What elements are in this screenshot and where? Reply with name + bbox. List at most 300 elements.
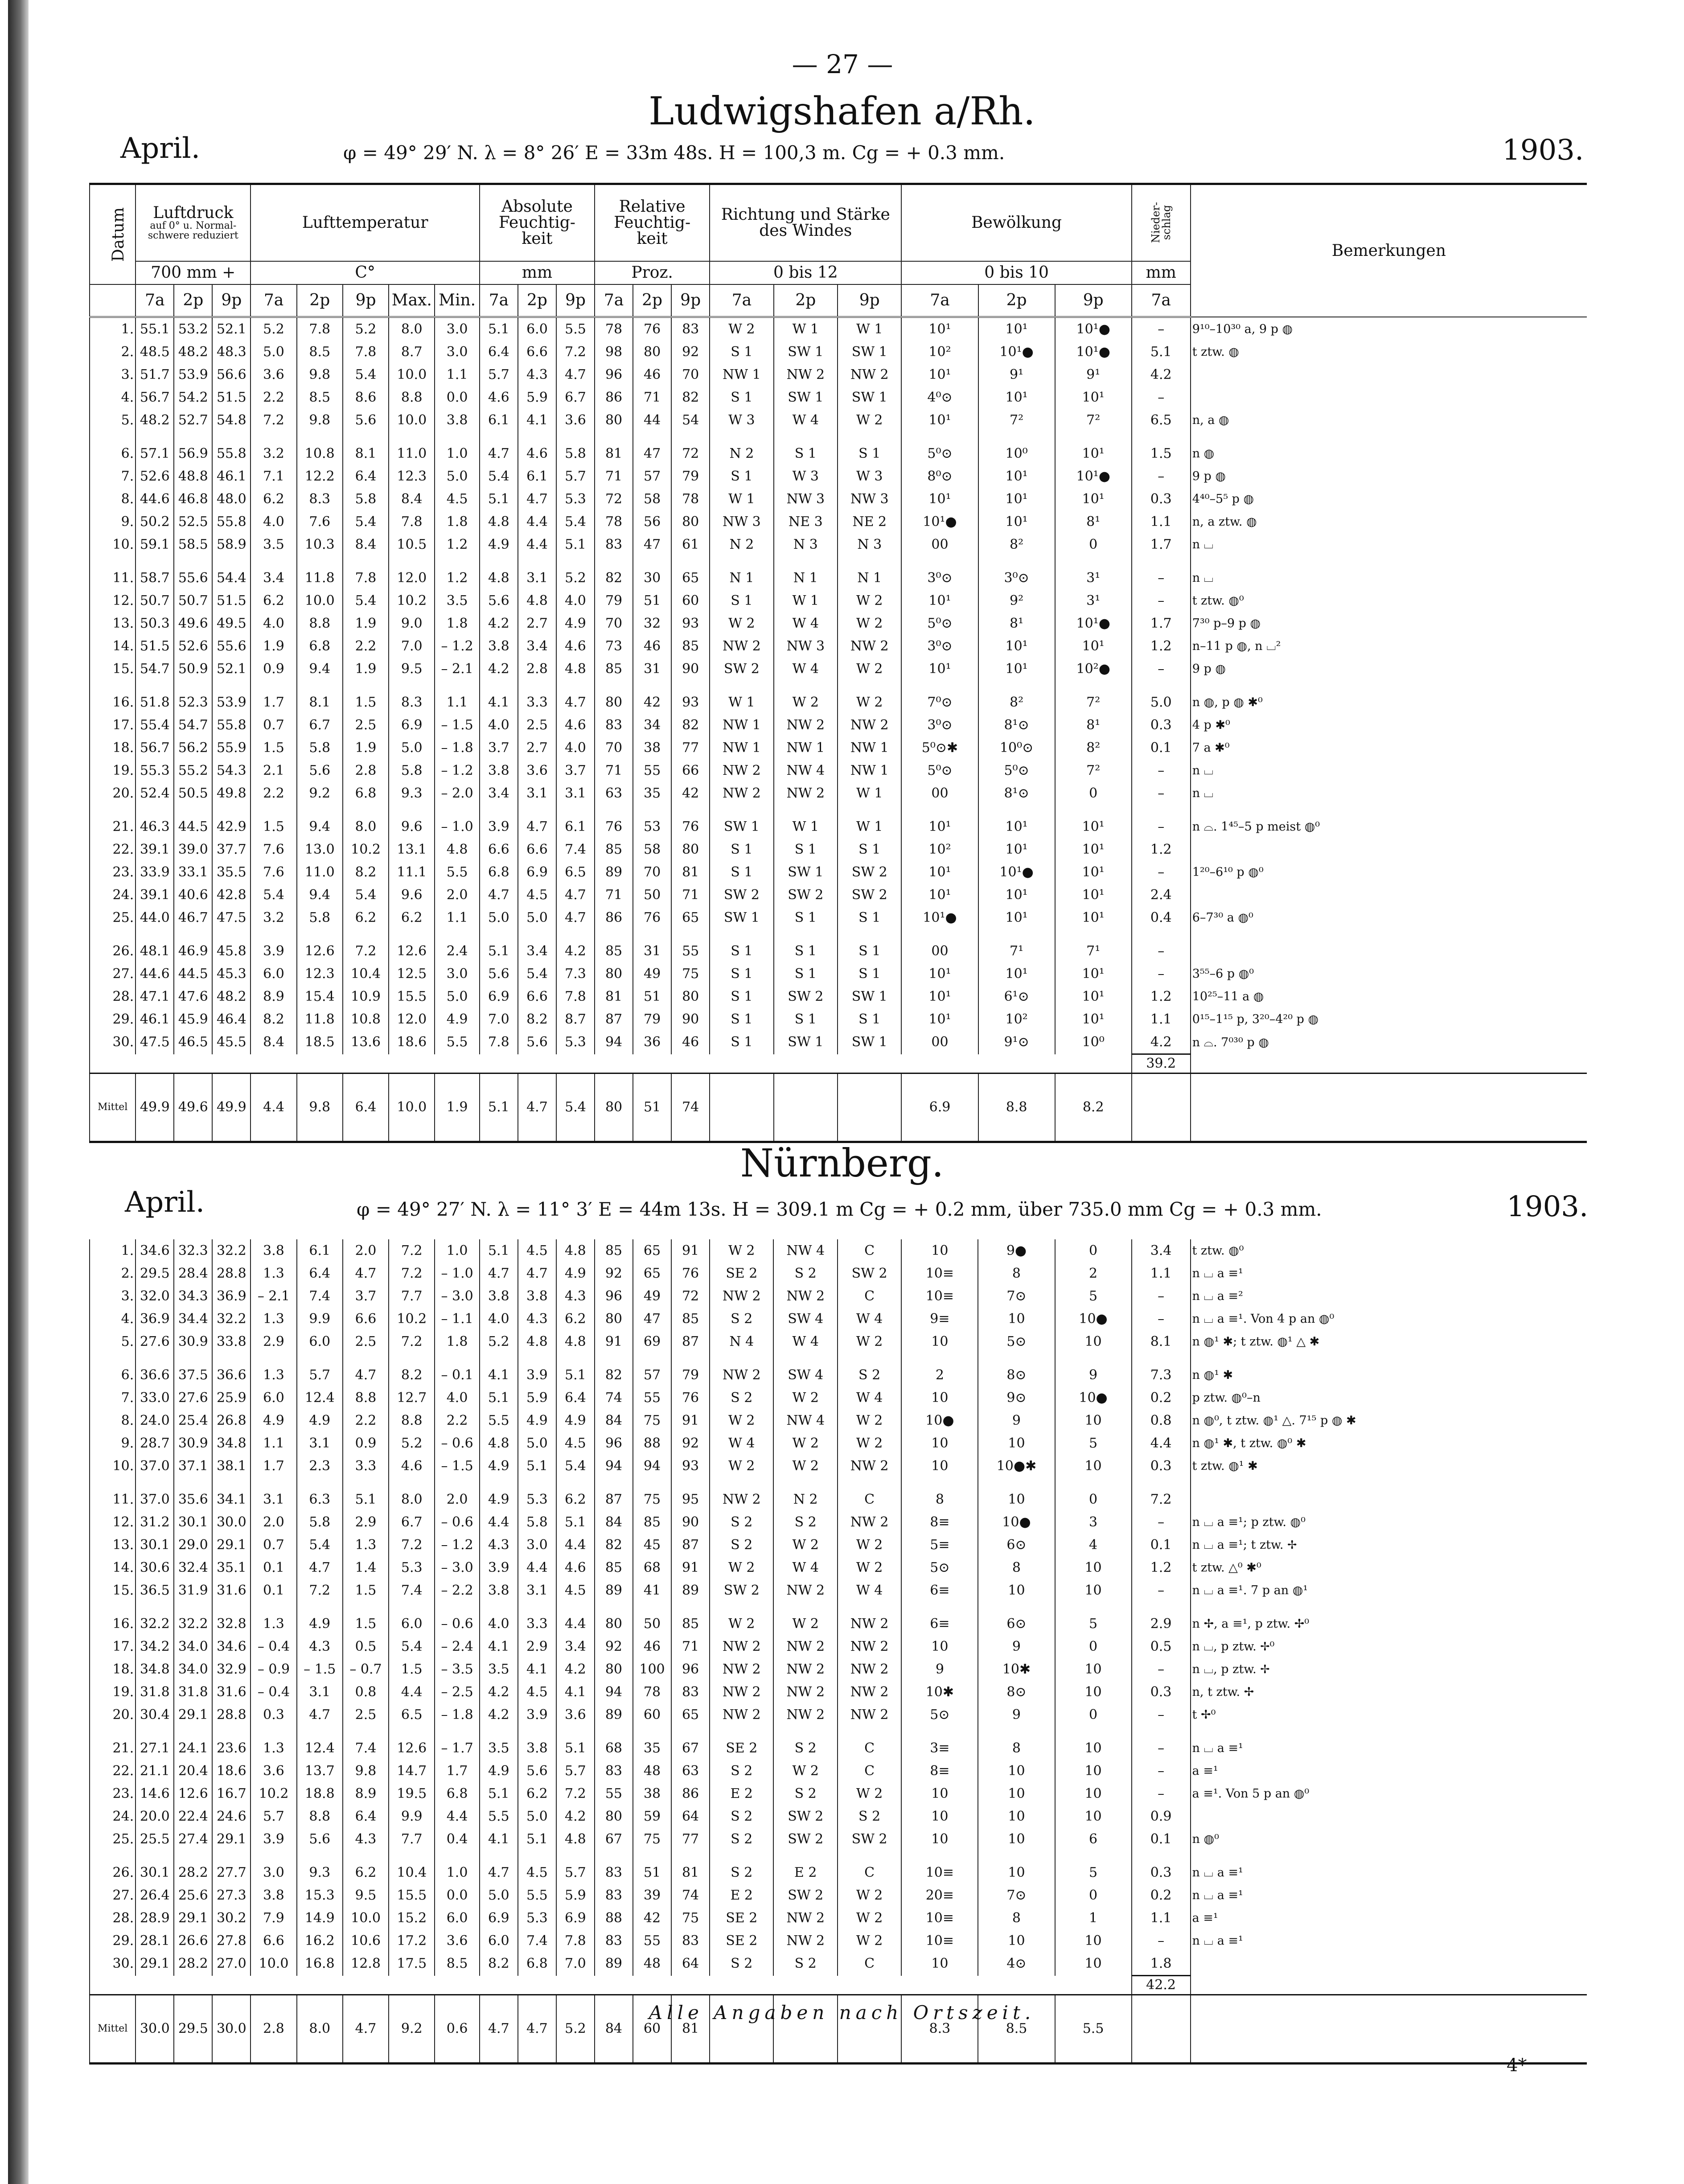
table-cell: 90 [671, 1511, 710, 1534]
table-cell: 27.7 [212, 1861, 251, 1884]
table-cell: 0 [1055, 1884, 1132, 1907]
table-cell: 92 [671, 341, 710, 363]
table-cell: 4.0 [251, 612, 296, 635]
table-cell: NW 2 [710, 782, 773, 805]
table-cell: 80 [595, 1308, 633, 1330]
table-cell: 8.1 [297, 691, 343, 714]
table-cell: 55 [633, 759, 671, 782]
table-cell: 38.1 [212, 1455, 251, 1477]
table-cell: 88 [595, 1907, 633, 1929]
table-cell: 33.1 [174, 861, 212, 884]
table-cell: 27.6 [136, 1330, 174, 1353]
table-cell: 46 [633, 1635, 671, 1658]
table-cell: 55 [633, 1929, 671, 1952]
mean-cell: 5.4 [556, 1073, 595, 1142]
table-cell: 10 [978, 1828, 1055, 1851]
table-cell: 7.2 [389, 1239, 435, 1262]
table-cell: 1.5 [1132, 442, 1191, 465]
table-cell: 8² [978, 691, 1055, 714]
table-cell: 20. [90, 782, 136, 805]
table-cell: 3.3 [518, 691, 556, 714]
table-row [90, 409, 1587, 432]
table-cell: 47.1 [136, 985, 174, 1008]
table-cell: 83 [595, 533, 633, 556]
table-row [90, 1681, 1587, 1703]
table-cell: 6¹⊙ [978, 985, 1055, 1008]
table-cell: NW 2 [773, 1579, 837, 1602]
table-cell: 44.6 [136, 962, 174, 985]
table-cell: 94 [595, 1031, 633, 1054]
table-cell: 10≡ [901, 1907, 978, 1929]
table-cell: 10 [901, 1952, 978, 1976]
table-cell: 5.1 [480, 1386, 518, 1409]
table-cell: 92 [671, 1432, 710, 1455]
table-cell: 1.5 [343, 1612, 389, 1635]
table-cell: 7⊙ [978, 1285, 1055, 1308]
table-cell: – 1.2 [435, 759, 479, 782]
table-cell: 6.4 [480, 341, 518, 363]
table-cell: n ⌴ a ≡¹ [1191, 1861, 1587, 1884]
table-cell: 85 [595, 838, 633, 861]
table-cell: 8 [978, 1262, 1055, 1285]
table-cell: 79 [671, 465, 710, 488]
table-cell: NW 1 [710, 714, 773, 736]
table-cell: n ⌴, p ztw. ✢⁰ [1191, 1635, 1587, 1658]
table-cell: 77 [671, 736, 710, 759]
table-cell: 5.8 [343, 488, 389, 510]
table-cell: 10 [1055, 1782, 1132, 1805]
table-cell: 29.1 [212, 1828, 251, 1851]
table-cell: 6.1 [297, 1239, 343, 1262]
table-cell: 6.4 [343, 1805, 389, 1828]
table-cell: 95 [671, 1488, 710, 1511]
table-cell: 5.5 [435, 1031, 479, 1054]
table-cell: 5.8 [297, 736, 343, 759]
table-cell: 5.4 [556, 510, 595, 533]
table-cell: 80 [595, 1612, 633, 1635]
table-cell: 18. [90, 1658, 136, 1681]
table-cell: 30. [90, 1031, 136, 1054]
table-cell: n ⌴ a ≡¹ [1191, 1262, 1587, 1285]
table-cell: S 2 [710, 1386, 773, 1409]
table-cell: 69 [633, 1330, 671, 1353]
table-cell: 51.5 [136, 635, 174, 658]
table-cell: 56.7 [136, 736, 174, 759]
table-cell: 10.4 [389, 1861, 435, 1884]
table-cell: 7¹ [1055, 940, 1132, 962]
station-coordinates-1: φ = 49° 29′ N. λ = 8° 26′ E = 33m 48s. H = 100,3 m. Cg = + 0.3 mm. [343, 142, 1005, 164]
table-cell: NW 2 [774, 782, 838, 805]
table-cell: 10 [901, 1635, 978, 1658]
table-cell: 9.4 [297, 884, 343, 906]
table-cell: 35 [633, 782, 671, 805]
table-cell: 65 [671, 567, 710, 589]
table-cell: 85 [671, 1308, 710, 1330]
table-cell: 5.7 [297, 1364, 343, 1386]
table-cell: W 2 [710, 1409, 773, 1432]
table-cell: 30.1 [174, 1511, 212, 1534]
table-cell: – [1132, 1511, 1191, 1534]
table-cell: 5.8 [389, 759, 435, 782]
table-cell: 29.0 [174, 1534, 212, 1556]
table-cell: 78 [595, 317, 633, 341]
table-cell: SW 1 [774, 341, 838, 363]
table-cell: 13.0 [297, 838, 343, 861]
table-cell: 1.2 [1132, 635, 1191, 658]
table-cell: 10≡ [901, 1285, 978, 1308]
table-cell: – 0.9 [251, 1658, 296, 1681]
table-cell: 3.1 [297, 1432, 343, 1455]
table-cell: SW 1 [838, 985, 901, 1008]
table-cell: 70 [633, 861, 671, 884]
absolute-feuchtigkeit-header: Absolute Feuchtig- keit [480, 184, 595, 262]
mean-cell: 84 [595, 1995, 633, 2064]
table-cell: 4.3 [556, 1285, 595, 1308]
table-cell: 91 [671, 1239, 710, 1262]
table-cell: 10¹ [978, 510, 1055, 533]
table-cell: – 1.2 [435, 635, 479, 658]
table-cell: 9 [901, 1658, 978, 1681]
table-cell: 7.2 [389, 1330, 435, 1353]
table-cell: 32.2 [136, 1612, 174, 1635]
table-cell: 26.6 [174, 1929, 212, 1952]
table-cell: 9.3 [389, 782, 435, 805]
table-cell: 5.0 [389, 736, 435, 759]
table-cell: 3.4 [1132, 1239, 1191, 1262]
table-cell: 77 [671, 1828, 710, 1851]
table-cell: W 2 [774, 691, 838, 714]
table-cell: 37.0 [136, 1488, 174, 1511]
table-cell: 33.8 [212, 1330, 251, 1353]
table-cell: 3 [1055, 1511, 1132, 1534]
table-cell: 80 [595, 1805, 633, 1828]
table-cell: 10 [901, 1239, 978, 1262]
table-cell: W 3 [838, 465, 901, 488]
table-cell: 6.4 [343, 465, 389, 488]
table-cell: 22. [90, 1760, 136, 1782]
year-label-1: 1903. [1502, 134, 1584, 167]
table-cell: W 2 [838, 1330, 901, 1353]
table-cell: W 4 [774, 612, 838, 635]
table-cell: W 1 [710, 691, 773, 714]
table-cell: 5.0 [435, 465, 479, 488]
table-cell: NW 2 [838, 1635, 901, 1658]
table-cell: 0.3 [251, 1703, 296, 1726]
table-cell: S 1 [838, 838, 901, 861]
table-cell: n ⌴ a ≡¹ [1191, 1929, 1587, 1952]
table-cell: 4.8 [480, 567, 518, 589]
table-cell: 9.8 [297, 409, 343, 432]
table-cell: 59 [633, 1805, 671, 1828]
table-cell: 67 [595, 1828, 633, 1851]
table-cell: 5.4 [297, 1534, 343, 1556]
table-cell: 28.1 [136, 1929, 174, 1952]
table-cell: 3⁰⊙ [901, 635, 978, 658]
table-cell: 4.0 [480, 714, 518, 736]
table-cell: 8.0 [389, 317, 435, 341]
table-cell: 30. [90, 1952, 136, 1976]
table-cell: 6.7 [556, 386, 595, 409]
table-cell: 5⊙ [978, 1330, 1055, 1353]
table-cell: W 1 [774, 317, 838, 341]
table-cell: W 2 [710, 612, 773, 635]
table-cell: 3.6 [435, 1929, 479, 1952]
table-cell: W 2 [838, 1782, 901, 1805]
table-cell: 10¹ [1055, 386, 1132, 409]
table-cell: 75 [633, 1409, 671, 1432]
table-cell: 1.3 [251, 1308, 296, 1330]
table-cell: 6.9 [556, 1907, 595, 1929]
table-cell: 10 [978, 1782, 1055, 1805]
table-cell: 15.4 [297, 985, 343, 1008]
table-cell: 2 [1055, 1262, 1132, 1285]
table-cell: 75 [671, 962, 710, 985]
table-cell: 10¹ [1055, 442, 1132, 465]
table-cell: 47.6 [174, 985, 212, 1008]
table-cell: 86 [671, 1782, 710, 1805]
table-cell: 39.0 [174, 838, 212, 861]
table-cell: n, t ztw. ✢ [1191, 1681, 1587, 1703]
table-cell: 3.8 [251, 1239, 296, 1262]
year-label-2: 1903. [1507, 1190, 1589, 1223]
table-cell: 7 a ✱⁰ [1191, 736, 1587, 759]
table-cell: 5. [90, 1330, 136, 1353]
table-cell: N 3 [838, 533, 901, 556]
table-cell: 4.9 [480, 533, 518, 556]
table-cell: 4.8 [480, 510, 518, 533]
table-cell: 54.2 [174, 386, 212, 409]
table-cell: 8.3 [389, 691, 435, 714]
bemerkungen-header: Bemerkungen [1191, 184, 1587, 317]
time-column-header: 7a [480, 284, 518, 317]
table-cell: 2.0 [435, 1488, 479, 1511]
table-cell: 4.3 [343, 1828, 389, 1851]
luftdruck-unit: 700 mm + [136, 261, 251, 284]
table-cell: 10.0 [251, 1952, 296, 1976]
table-cell: 12.0 [389, 1008, 435, 1031]
table-cell: 7.4 [556, 838, 595, 861]
table-row [90, 1635, 1587, 1658]
table-cell: NE 3 [774, 510, 838, 533]
table-cell: 7.2 [556, 341, 595, 363]
table-cell: 85 [595, 1556, 633, 1579]
table-cell: 0.1 [1132, 1534, 1191, 1556]
table-cell: 71 [595, 884, 633, 906]
table-cell: 1.1 [251, 1432, 296, 1455]
table-cell: 7.6 [251, 838, 296, 861]
table-cell: 17. [90, 714, 136, 736]
table-cell: 8¹⊙ [978, 782, 1055, 805]
mean-cell: 5.5 [1055, 1995, 1132, 2064]
table-cell: 4⁰⊙ [901, 386, 978, 409]
table-cell: 3.6 [556, 1703, 595, 1726]
mean-cell: 30.0 [212, 1995, 251, 2064]
table-cell: 80 [671, 838, 710, 861]
table-cell: 3.4 [556, 1635, 595, 1658]
table-cell: SE 2 [710, 1737, 773, 1760]
table-cell: S 1 [710, 386, 773, 409]
luftdruck-header: Luftdruck auf 0° u. Normal- schwere reduziert [136, 184, 251, 262]
table-cell: – [1132, 658, 1191, 680]
table-cell: SW 1 [838, 341, 901, 363]
table-cell: 4.9 [556, 1409, 595, 1432]
table-cell: 3.9 [251, 1828, 296, 1851]
table-cell: 14.9 [297, 1907, 343, 1929]
table-cell: 30.9 [174, 1432, 212, 1455]
table-cell: 7.2 [389, 1534, 435, 1556]
table-cell: 0.9 [343, 1432, 389, 1455]
table-cell: p ztw. ◍⁰–n [1191, 1386, 1587, 1409]
table-cell: 2.0 [435, 884, 479, 906]
table-cell: 16. [90, 1612, 136, 1635]
table-cell: 5.0 [518, 1805, 556, 1828]
table-cell: 8⊙ [978, 1364, 1055, 1386]
table-cell: 7.9 [251, 1907, 296, 1929]
table-cell: 5.3 [389, 1556, 435, 1579]
table-cell: 4.5 [518, 1239, 556, 1262]
table-cell: W 2 [710, 1239, 773, 1262]
table-cell: 12. [90, 1511, 136, 1534]
table-cell: 10 [901, 1805, 978, 1828]
table-cell: 3.3 [343, 1455, 389, 1477]
table-cell: 83 [595, 1760, 633, 1782]
mean-cell: 51 [633, 1073, 671, 1142]
relative-feuchtigkeit-header: Relative Feuchtig- keit [595, 184, 710, 262]
table-cell: 29. [90, 1008, 136, 1031]
table-cell: t ztw. ◍ [1191, 341, 1587, 363]
table-cell: 10¹ [901, 1008, 978, 1031]
table-cell: 83 [595, 714, 633, 736]
table-cell: 0¹⁵–1¹⁵ p, 3²⁰–4²⁰ p ◍ [1191, 1008, 1587, 1031]
table-cell: 7⁰⊙ [901, 691, 978, 714]
table-cell: 5.3 [556, 488, 595, 510]
table-cell: 3.5 [251, 533, 296, 556]
table-cell: 4.7 [480, 442, 518, 465]
table-cell: 7.8 [556, 1929, 595, 1952]
table-cell: S 2 [773, 1952, 837, 1976]
mean-cell: 4.7 [518, 1995, 556, 2064]
table-cell: 4.8 [435, 838, 479, 861]
table-cell: 5.6 [518, 1031, 556, 1054]
table-cell: W 2 [838, 1534, 901, 1556]
table-cell: 2.0 [343, 1239, 389, 1262]
table-cell: 46.7 [174, 906, 212, 929]
table-cell: 5.0 [251, 341, 296, 363]
table-cell: 50 [633, 1612, 671, 1635]
table-cell: 4.8 [480, 1432, 518, 1455]
table-cell: 21.1 [136, 1760, 174, 1782]
mean-cell [774, 1073, 838, 1142]
table-cell: W 2 [838, 658, 901, 680]
table-cell: 1.2 [1132, 838, 1191, 861]
table-cell: 8.8 [343, 1386, 389, 1409]
table-cell: 4. [90, 386, 136, 409]
table-cell: 8 [978, 1907, 1055, 1929]
table-cell: 82 [595, 1364, 633, 1386]
blank-header [90, 284, 136, 317]
table-cell: 34.0 [174, 1635, 212, 1658]
table-cell: S 1 [838, 906, 901, 929]
table-cell: 10≡ [901, 1929, 978, 1952]
table-cell: 3.7 [480, 736, 518, 759]
table-cell: – 1.5 [297, 1658, 343, 1681]
table-cell: 3.1 [556, 782, 595, 805]
mean-cell: 8.2 [1055, 1073, 1132, 1142]
table-cell: 57 [633, 1364, 671, 1386]
table-cell: 29. [90, 1929, 136, 1952]
table-cell: 6–7³⁰ a ◍⁰ [1191, 906, 1587, 929]
table-cell: 76 [595, 815, 633, 838]
table-cell: 9≡ [901, 1308, 978, 1330]
table-cell: 9.2 [297, 782, 343, 805]
table-cell: NW 2 [710, 1488, 773, 1511]
table-cell: 4.8 [556, 1330, 595, 1353]
table-cell: 55.6 [174, 567, 212, 589]
table-cell: W 2 [773, 1534, 837, 1556]
table-cell: 23. [90, 1782, 136, 1805]
table-cell: 2.7 [518, 736, 556, 759]
table-cell: n ⌓. 7⁰³⁰ p ◍ [1191, 1031, 1587, 1054]
table-cell: 4.7 [343, 1364, 389, 1386]
table-cell: W 3 [710, 409, 773, 432]
table-row [90, 1308, 1587, 1330]
mean-cell: 0.6 [435, 1995, 479, 2064]
table-cell: 48.5 [136, 341, 174, 363]
table-cell: 50.9 [174, 658, 212, 680]
table-cell: W 1 [838, 782, 901, 805]
table-cell: 11.8 [297, 567, 343, 589]
table-cell: 2.1 [251, 759, 296, 782]
table-cell: 35.1 [212, 1556, 251, 1579]
table-cell: NW 3 [838, 488, 901, 510]
table-cell: 0.3 [1132, 1861, 1191, 1884]
table-cell: 29.1 [174, 1907, 212, 1929]
table-cell: 7.4 [518, 1929, 556, 1952]
table-cell: SW 1 [838, 1031, 901, 1054]
table-cell: 1.8 [1132, 1952, 1191, 1976]
table-cell: 3.2 [251, 442, 296, 465]
table-cell: 10²● [1055, 658, 1132, 680]
table-cell: 42 [633, 691, 671, 714]
table-cell: 12.7 [389, 1386, 435, 1409]
table-cell: 6.5 [389, 1703, 435, 1726]
table-cell: SW 1 [710, 906, 773, 929]
table-cell: 31 [633, 940, 671, 962]
table-cell: 85 [671, 635, 710, 658]
table-cell: t ✢⁰ [1191, 1703, 1587, 1726]
table-cell: 36 [633, 1031, 671, 1054]
table-cell: 7.8 [297, 317, 343, 341]
table-cell: 10 [978, 1929, 1055, 1952]
table-cell: 5.7 [480, 363, 518, 386]
table-cell: 1.2 [1132, 985, 1191, 1008]
table-cell: 72 [671, 442, 710, 465]
weather-table-ludwigshafen [89, 183, 1587, 1143]
table-cell: 4.5 [518, 884, 556, 906]
table-cell: 81 [595, 985, 633, 1008]
table-cell: NW 2 [773, 1929, 837, 1952]
table-cell: 67 [671, 1737, 710, 1760]
table-cell: 55 [671, 940, 710, 962]
table-cell: 0.4 [1132, 906, 1191, 929]
table-cell: NW 2 [773, 1635, 837, 1658]
table-cell: 45.8 [212, 940, 251, 962]
table-cell: 3.6 [556, 409, 595, 432]
table-cell: NW 2 [773, 1285, 837, 1308]
table-cell: 2.9 [343, 1511, 389, 1534]
table-cell: 7⊙ [978, 1884, 1055, 1907]
table-cell: 8⊙ [978, 1681, 1055, 1703]
